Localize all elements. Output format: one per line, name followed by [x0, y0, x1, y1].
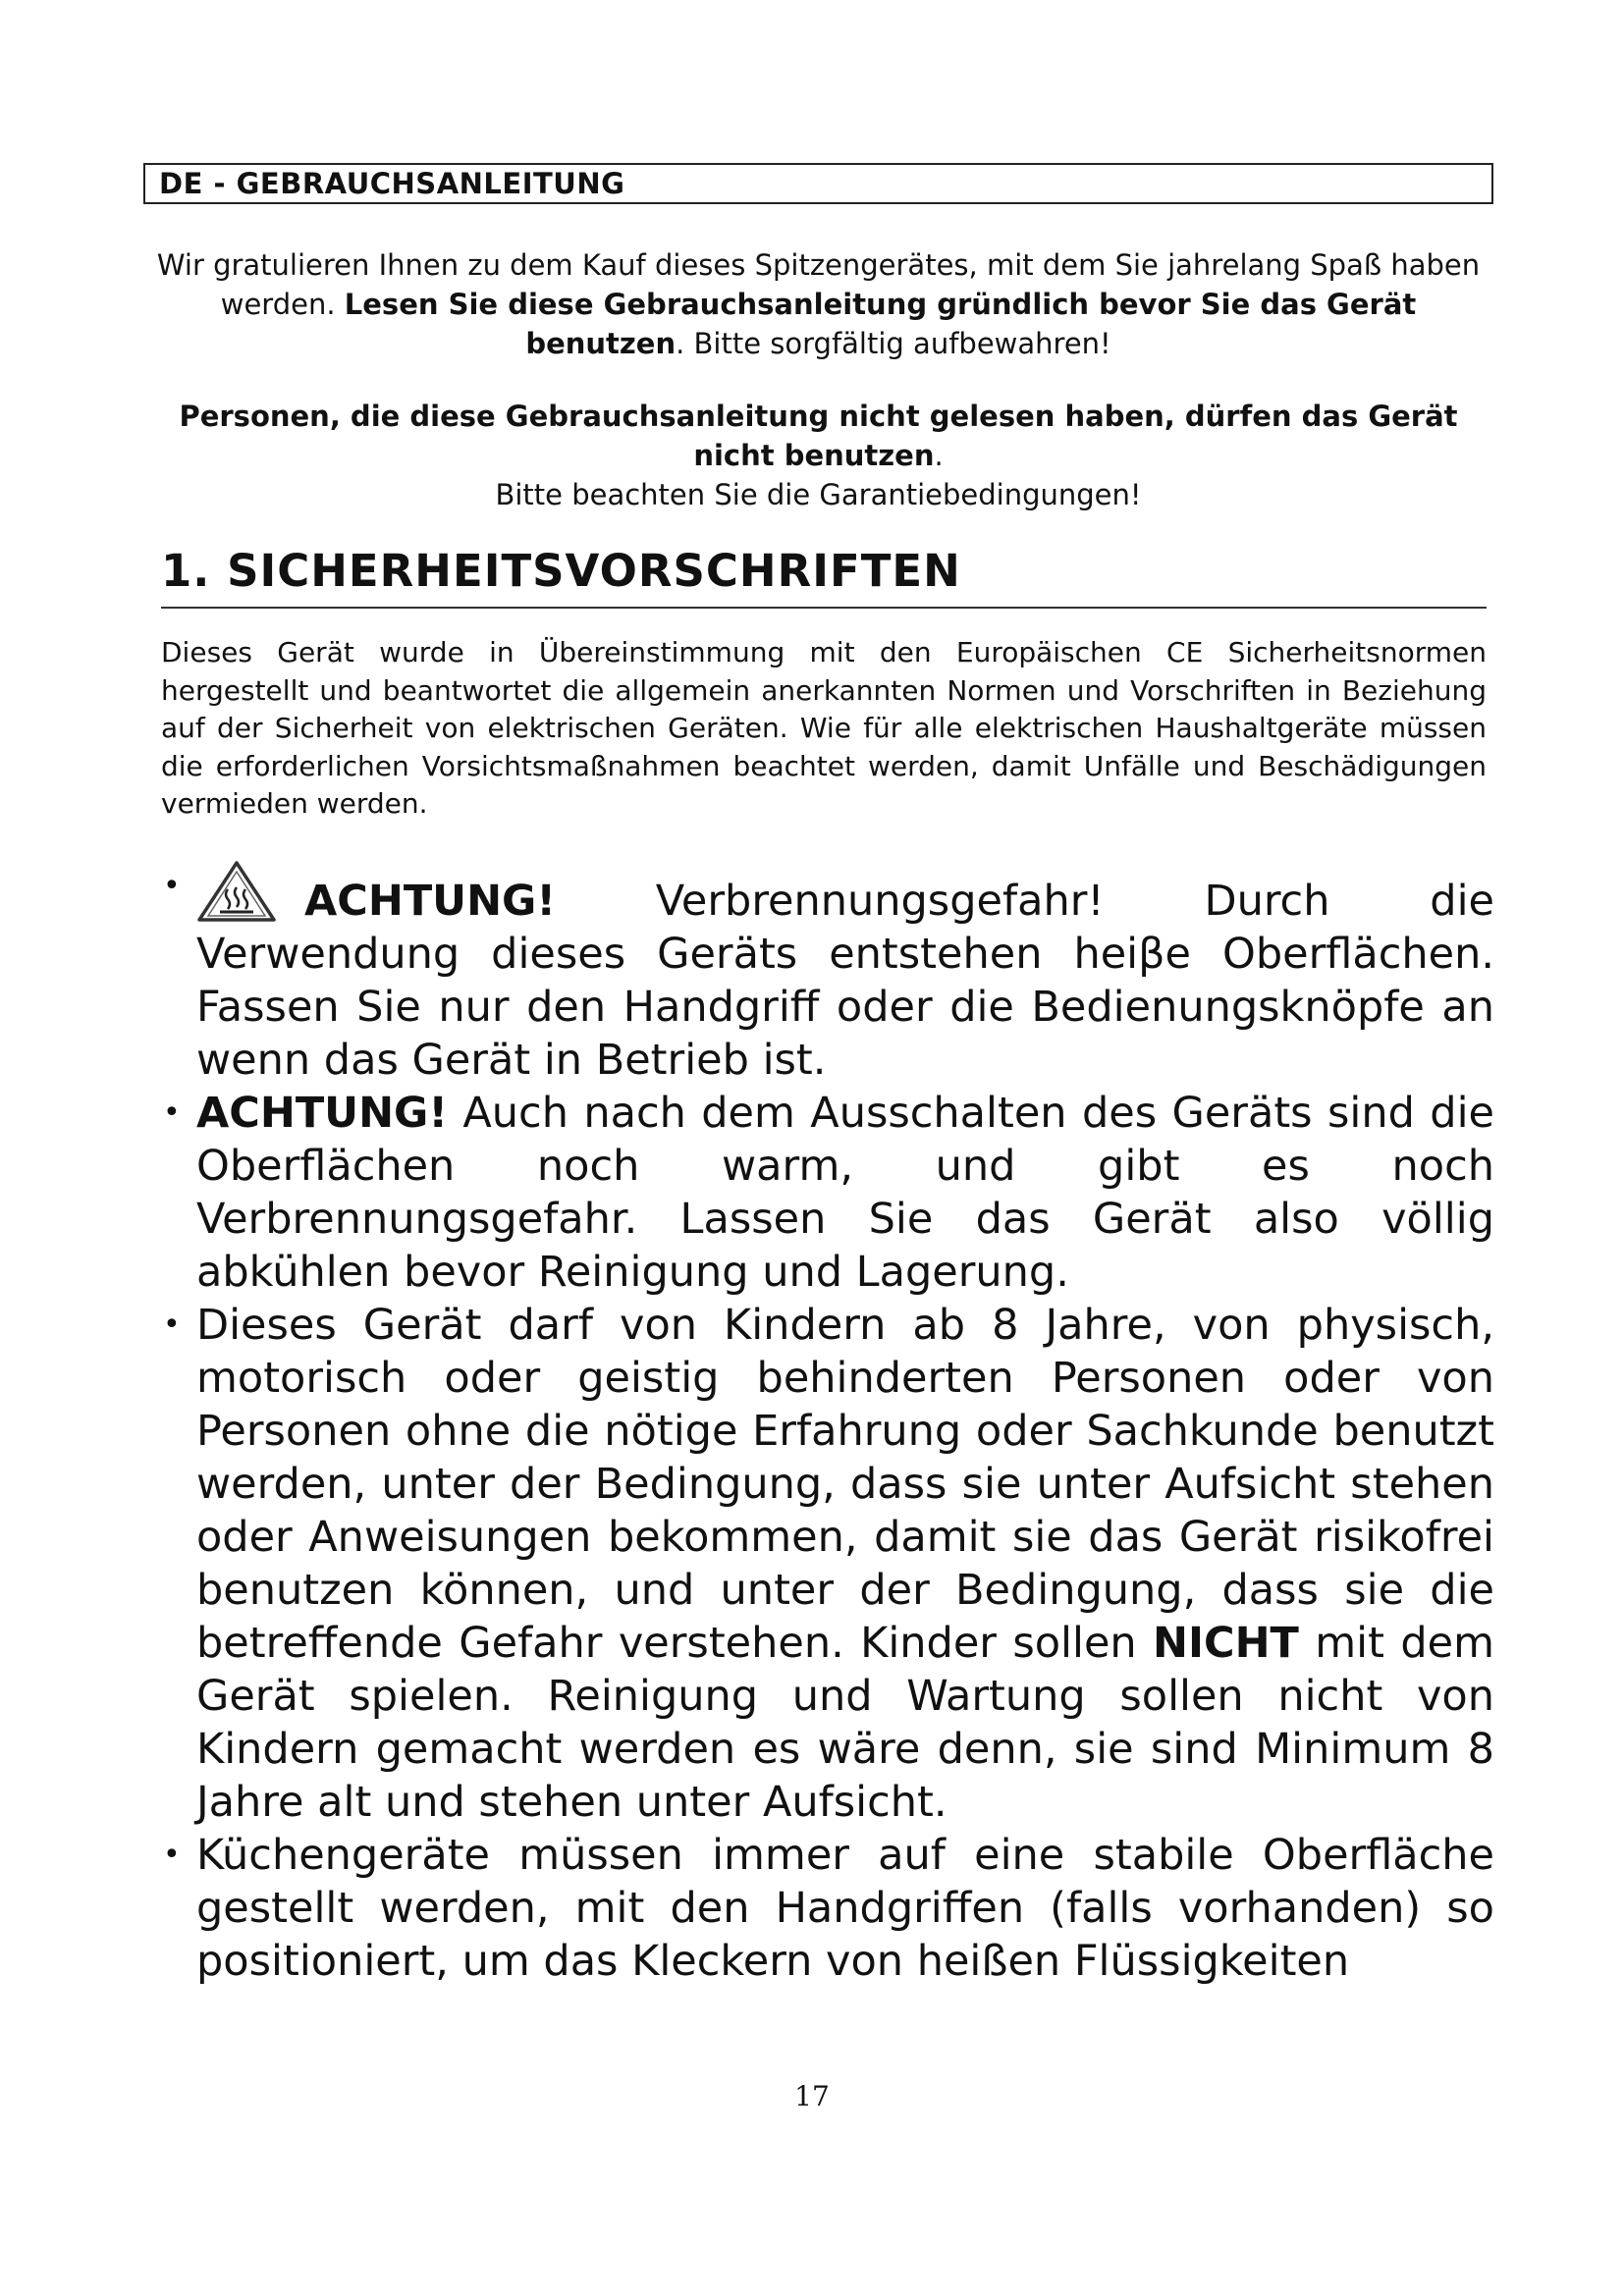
warning-paragraph	[143, 397, 1493, 475]
bullet-text: Auch nach dem Ausschalten des Geräts sind die Oberflächen noch warm, und gibt es noch Verbrennungsgefahr. Lassen Sie das Gerät also völlig abkühlen bevor Reinigung und Lagerung.	[196, 1089, 1494, 1297]
warning-tail-text: .	[934, 439, 944, 472]
bullet-icon: •	[163, 869, 181, 903]
page-header	[143, 163, 1493, 204]
list-item	[157, 1087, 1494, 1299]
intro-tail-text: . Bitte sorgfältig aufbewahren!	[676, 327, 1111, 360]
intro-paragraph	[143, 245, 1493, 363]
achtung-label: ACHTUNG!	[304, 877, 556, 926]
achtung-label: ACHTUNG!	[196, 1089, 448, 1138]
nicht-label: NICHT	[1153, 1619, 1299, 1668]
list-item	[157, 860, 1494, 1087]
intro-text: Wir gratulieren Ihnen zu dem Kauf dieses Spitzengerätes, mit dem Sie jahrelang Spaß haben werden.	[156, 248, 1481, 321]
warning-block	[143, 397, 1493, 514]
bullet-text: Küchengeräte müssen immer auf eine stabile Oberfläche gestellt werden, mit den Handgriffen (falls vorhanden) so positioniert, um das Kleckern von heißen Flüssigkeiten	[196, 1831, 1494, 1986]
bullet-icon: •	[163, 1308, 181, 1342]
bullet-icon: •	[163, 1095, 181, 1130]
list-item	[157, 1299, 1494, 1829]
safety-list	[157, 860, 1494, 1988]
intro-block	[143, 245, 1493, 363]
list-item	[157, 1829, 1494, 1988]
hot-surface-warning-icon	[196, 860, 277, 923]
bullet-icon: •	[163, 1838, 181, 1872]
warning-bold-text: Personen, die diese Gebrauchsanleitung nicht gelesen haben, dürfen das Gerät nicht benutzen	[179, 400, 1458, 472]
intro-bold-text: Lesen Sie diese Gebrauchsanleitung gründlich bevor Sie das Gerät benutzen	[344, 288, 1417, 360]
section-intro: Dieses Gerät wurde in Übereinstimmung mit den Europäischen CE Sicherheitsnormen hergestellt und beantwortet die allgemein anerkannten Normen und Vorschriften in Beziehung auf der Sicherheit von elektrischen Geräten. Wie für alle elektrischen Haushaltgeräte müssen die erforderlichen Vorsichtsmaßnahmen beachtet werden, damit Unfälle und Beschädigungen vermieden werden.	[161, 636, 1487, 820]
section-title: 1. SICHERHEITSVORSCHRIFTEN	[161, 538, 1487, 609]
bullet-text: Verbrennungsgefahr! Durch die Verwendung dieses Geräts entstehen heiβe Oberflächen. Fassen Sie nur den Handgriff oder die Bedienungsknöpfe an wenn das Gerät in Betrieb ist.	[196, 877, 1494, 1085]
header-title: DE - GEBRAUCHSANLEITUNG	[159, 167, 625, 200]
guarantee-text: Bitte beachten Sie die Garantiebedingungen!	[495, 478, 1142, 511]
bullet-text-after: mit dem Gerät spielen. Reinigung und Wartung sollen nicht von Kindern gemacht werden es wäre denn, sie sind Minimum 8 Jahre alt und stehen unter Aufsicht.	[196, 1619, 1494, 1827]
page-number: 17	[794, 2080, 830, 2112]
bullet-text: Dieses Gerät darf von Kindern ab 8 Jahre, von physisch, motorisch oder geistig behinderten Personen oder von Personen ohne die nötige Erfahrung oder Sachkunde benutzt werden, unter der Bedingung, dass sie unter Aufsicht stehen oder Anweisungen bekommen, damit sie das Gerät risikofrei benutzen können, und unter der Bedingung, dass sie die betreffende Gefahr verstehen. Kinder sollen	[196, 1301, 1494, 1668]
